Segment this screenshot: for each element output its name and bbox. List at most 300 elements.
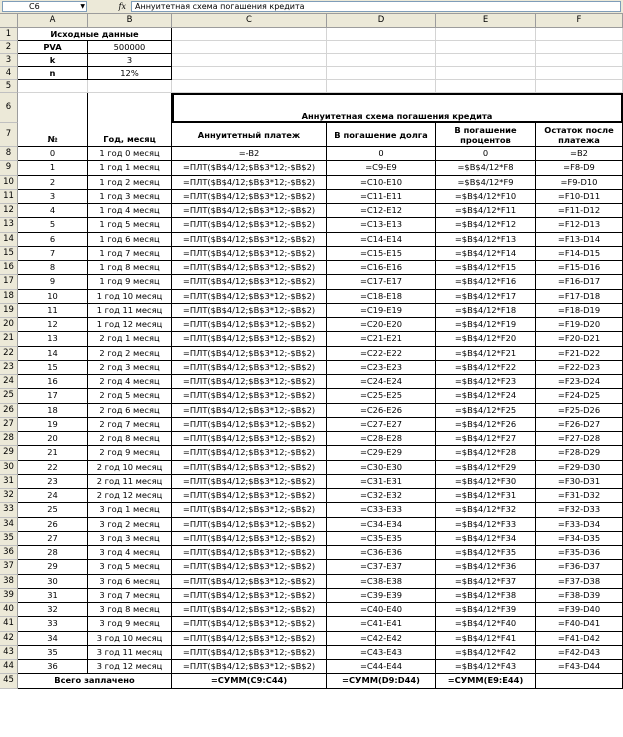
- row-header[interactable]: 5: [0, 80, 18, 93]
- cell-number[interactable]: 7: [18, 247, 88, 261]
- cell-payment-formula[interactable]: =ПЛТ($B$4/12;$B$3*12;-$B$2): [172, 432, 327, 446]
- cell-debt-formula[interactable]: =C19-E19: [327, 304, 436, 318]
- cell-payment-formula[interactable]: =ПЛТ($B$4/12;$B$3*12;-$B$2): [172, 575, 327, 589]
- cell-debt-formula[interactable]: =C38-E38: [327, 575, 436, 589]
- cell-number[interactable]: 4: [18, 204, 88, 218]
- row-header[interactable]: 43: [0, 646, 18, 660]
- cell[interactable]: [327, 41, 436, 54]
- name-box[interactable]: [2, 1, 87, 12]
- row-header[interactable]: 39: [0, 589, 18, 603]
- total-debt[interactable]: =СУММ(D9:D44): [327, 674, 436, 688]
- cell-debt-formula[interactable]: =C13-E13: [327, 218, 436, 232]
- cell-year-month[interactable]: 1 год 3 месяц: [88, 190, 172, 204]
- row0-debt[interactable]: 0: [327, 147, 436, 161]
- cell-debt-formula[interactable]: =C11-E11: [327, 190, 436, 204]
- cell[interactable]: [327, 67, 436, 80]
- cell-number[interactable]: 29: [18, 560, 88, 574]
- row-header[interactable]: 13: [0, 218, 18, 232]
- cell[interactable]: [327, 54, 436, 67]
- cell-balance-formula[interactable]: =F33-D34: [536, 518, 623, 532]
- cell-year-month[interactable]: 1 год 10 месяц: [88, 290, 172, 304]
- cell-payment-formula[interactable]: =ПЛТ($B$4/12;$B$3*12;-$B$2): [172, 546, 327, 560]
- cell-balance-formula[interactable]: =F9-D10: [536, 176, 623, 190]
- row-header[interactable]: 30: [0, 461, 18, 475]
- header-year-month[interactable]: Год, месяц: [88, 93, 172, 147]
- cell-interest-formula[interactable]: =$B$4/12*F28: [436, 446, 536, 460]
- cell-balance-formula[interactable]: =F37-D38: [536, 575, 623, 589]
- cell-interest-formula[interactable]: =$B$4/12*F35: [436, 546, 536, 560]
- cell-number[interactable]: 23: [18, 475, 88, 489]
- cell-year-month[interactable]: 2 год 4 месяц: [88, 375, 172, 389]
- row-header[interactable]: 36: [0, 546, 18, 560]
- cell-interest-formula[interactable]: =$B$4/12*F43: [436, 660, 536, 674]
- cell-number[interactable]: 20: [18, 432, 88, 446]
- cell-debt-formula[interactable]: =C21-E21: [327, 332, 436, 346]
- cell-year-month[interactable]: 2 год 11 месяц: [88, 475, 172, 489]
- row-header[interactable]: 40: [0, 603, 18, 617]
- cell-number[interactable]: 11: [18, 304, 88, 318]
- cell-payment-formula[interactable]: =ПЛТ($B$4/12;$B$3*12;-$B$2): [172, 176, 327, 190]
- cell[interactable]: [88, 80, 172, 93]
- cell-debt-formula[interactable]: =C18-E18: [327, 290, 436, 304]
- cell-payment-formula[interactable]: =ПЛТ($B$4/12;$B$3*12;-$B$2): [172, 603, 327, 617]
- cell-debt-formula[interactable]: =C35-E35: [327, 532, 436, 546]
- cell-year-month[interactable]: 1 год 1 месяц: [88, 161, 172, 175]
- row0-number[interactable]: 0: [18, 147, 88, 161]
- cell-balance-formula[interactable]: =F21-D22: [536, 347, 623, 361]
- cell-payment-formula[interactable]: =ПЛТ($B$4/12;$B$3*12;-$B$2): [172, 475, 327, 489]
- cell-balance-formula[interactable]: =F25-D26: [536, 404, 623, 418]
- cell-payment-formula[interactable]: =ПЛТ($B$4/12;$B$3*12;-$B$2): [172, 304, 327, 318]
- cell[interactable]: [536, 80, 623, 93]
- cell-interest-formula[interactable]: =$B$4/12*F29: [436, 461, 536, 475]
- cell-payment-formula[interactable]: =ПЛТ($B$4/12;$B$3*12;-$B$2): [172, 646, 327, 660]
- cell-balance-formula[interactable]: =F19-D20: [536, 318, 623, 332]
- cell-year-month[interactable]: 3 год 12 месяц: [88, 660, 172, 674]
- cell-interest-formula[interactable]: =$B$4/12*F42: [436, 646, 536, 660]
- cell-balance-formula[interactable]: =F42-D43: [536, 646, 623, 660]
- cell-balance-formula[interactable]: =F30-D31: [536, 475, 623, 489]
- cell-debt-formula[interactable]: =C17-E17: [327, 275, 436, 289]
- cell-year-month[interactable]: 3 год 8 месяц: [88, 603, 172, 617]
- cell-interest-formula[interactable]: =$B$4/12*F30: [436, 475, 536, 489]
- cell-balance-formula[interactable]: =F40-D41: [536, 617, 623, 631]
- header-payment[interactable]: Аннуитетный платеж: [172, 123, 327, 147]
- cell-number[interactable]: 18: [18, 404, 88, 418]
- cell-debt-formula[interactable]: =C42-E42: [327, 632, 436, 646]
- cell-payment-formula[interactable]: =ПЛТ($B$4/12;$B$3*12;-$B$2): [172, 361, 327, 375]
- cell[interactable]: [536, 67, 623, 80]
- cell-payment-formula[interactable]: =ПЛТ($B$4/12;$B$3*12;-$B$2): [172, 489, 327, 503]
- cell-balance-formula[interactable]: =F35-D36: [536, 546, 623, 560]
- cell-balance-formula[interactable]: =F23-D24: [536, 375, 623, 389]
- row-header[interactable]: 38: [0, 575, 18, 589]
- input-header[interactable]: Исходные данные: [18, 28, 172, 41]
- row-header[interactable]: 1: [0, 28, 18, 41]
- cell-year-month[interactable]: 1 год 9 месяц: [88, 275, 172, 289]
- cell-debt-formula[interactable]: =C22-E22: [327, 347, 436, 361]
- cell-payment-formula[interactable]: =ПЛТ($B$4/12;$B$3*12;-$B$2): [172, 404, 327, 418]
- cell[interactable]: [172, 41, 327, 54]
- cell-debt-formula[interactable]: =C14-E14: [327, 233, 436, 247]
- cell[interactable]: [436, 54, 536, 67]
- cell-debt-formula[interactable]: =C33-E33: [327, 503, 436, 517]
- cell-payment-formula[interactable]: =ПЛТ($B$4/12;$B$3*12;-$B$2): [172, 589, 327, 603]
- column-header-b[interactable]: B: [88, 14, 172, 28]
- row-header[interactable]: 37: [0, 560, 18, 574]
- cell-interest-formula[interactable]: =$B$4/12*F14: [436, 247, 536, 261]
- cell-payment-formula[interactable]: =ПЛТ($B$4/12;$B$3*12;-$B$2): [172, 503, 327, 517]
- cell-debt-formula[interactable]: =C28-E28: [327, 432, 436, 446]
- cell[interactable]: [436, 28, 536, 41]
- cell-number[interactable]: 2: [18, 176, 88, 190]
- cell-interest-formula[interactable]: =$B$4/12*F36: [436, 560, 536, 574]
- cell-balance-formula[interactable]: =F36-D37: [536, 560, 623, 574]
- cell[interactable]: [172, 67, 327, 80]
- row-header[interactable]: 34: [0, 518, 18, 532]
- row-header[interactable]: 45: [0, 674, 18, 688]
- row0-interest[interactable]: 0: [436, 147, 536, 161]
- row-header[interactable]: 18: [0, 290, 18, 304]
- row-header[interactable]: 24: [0, 375, 18, 389]
- cell-number[interactable]: 30: [18, 575, 88, 589]
- cell[interactable]: [536, 41, 623, 54]
- row-header[interactable]: 8: [0, 147, 18, 161]
- cell-payment-formula[interactable]: =ПЛТ($B$4/12;$B$3*12;-$B$2): [172, 318, 327, 332]
- row-header[interactable]: 29: [0, 446, 18, 460]
- cell-payment-formula[interactable]: =ПЛТ($B$4/12;$B$3*12;-$B$2): [172, 375, 327, 389]
- cell-year-month[interactable]: 3 год 7 месяц: [88, 589, 172, 603]
- cell-interest-formula[interactable]: =$B$4/12*F41: [436, 632, 536, 646]
- cell-interest-formula[interactable]: =$B$4/12*F32: [436, 503, 536, 517]
- cell-year-month[interactable]: 3 год 9 месяц: [88, 617, 172, 631]
- row-header[interactable]: 10: [0, 176, 18, 190]
- cell-debt-formula[interactable]: =C20-E20: [327, 318, 436, 332]
- cell-debt-formula[interactable]: =C31-E31: [327, 475, 436, 489]
- cell-payment-formula[interactable]: =ПЛТ($B$4/12;$B$3*12;-$B$2): [172, 161, 327, 175]
- cell-year-month[interactable]: 3 год 11 месяц: [88, 646, 172, 660]
- cell-payment-formula[interactable]: =ПЛТ($B$4/12;$B$3*12;-$B$2): [172, 261, 327, 275]
- cell-debt-formula[interactable]: =C16-E16: [327, 261, 436, 275]
- cell[interactable]: [436, 67, 536, 80]
- cell-debt-formula[interactable]: =C15-E15: [327, 247, 436, 261]
- cell-interest-formula[interactable]: =$B$4/12*F19: [436, 318, 536, 332]
- cell-number[interactable]: 25: [18, 503, 88, 517]
- row-header[interactable]: 9: [0, 161, 18, 175]
- cell-debt-formula[interactable]: =C43-E43: [327, 646, 436, 660]
- cell-number[interactable]: 3: [18, 190, 88, 204]
- row-header[interactable]: 20: [0, 318, 18, 332]
- cell-interest-formula[interactable]: =$B$4/12*F18: [436, 304, 536, 318]
- cell-balance-formula[interactable]: =F43-D44: [536, 660, 623, 674]
- cell-year-month[interactable]: 3 год 6 месяц: [88, 575, 172, 589]
- cell-payment-formula[interactable]: =ПЛТ($B$4/12;$B$3*12;-$B$2): [172, 461, 327, 475]
- cell-number[interactable]: 34: [18, 632, 88, 646]
- row-header[interactable]: 11: [0, 190, 18, 204]
- cell-balance-formula[interactable]: =F14-D15: [536, 247, 623, 261]
- cell-debt-formula[interactable]: =C37-E37: [327, 560, 436, 574]
- cell-debt-formula[interactable]: =C30-E30: [327, 461, 436, 475]
- cell-number[interactable]: 13: [18, 332, 88, 346]
- column-header-e[interactable]: E: [436, 14, 536, 28]
- row-header[interactable]: 3: [0, 54, 18, 67]
- input-value[interactable]: 3: [88, 54, 172, 67]
- row-header[interactable]: 17: [0, 275, 18, 289]
- insert-function-icon[interactable]: fx: [118, 2, 126, 11]
- cell-debt-formula[interactable]: =C9-E9: [327, 161, 436, 175]
- cell-interest-formula[interactable]: =$B$4/12*F31: [436, 489, 536, 503]
- cell-debt-formula[interactable]: =C27-E27: [327, 418, 436, 432]
- cell-balance-formula[interactable]: =F39-D40: [536, 603, 623, 617]
- row-header[interactable]: 44: [0, 660, 18, 674]
- cell-payment-formula[interactable]: =ПЛТ($B$4/12;$B$3*12;-$B$2): [172, 632, 327, 646]
- cell-interest-formula[interactable]: =$B$4/12*F15: [436, 261, 536, 275]
- cell-payment-formula[interactable]: =ПЛТ($B$4/12;$B$3*12;-$B$2): [172, 275, 327, 289]
- row-header[interactable]: 4: [0, 67, 18, 80]
- input-label[interactable]: k: [18, 54, 88, 67]
- cell-year-month[interactable]: 2 год 2 месяц: [88, 347, 172, 361]
- cell-interest-formula[interactable]: =$B$4/12*F26: [436, 418, 536, 432]
- cell-interest-formula[interactable]: =$B$4/12*F27: [436, 432, 536, 446]
- cell-year-month[interactable]: 3 год 1 месяц: [88, 503, 172, 517]
- chevron-down-icon[interactable]: ▼: [80, 3, 85, 10]
- cell-interest-formula[interactable]: =$B$4/12*F20: [436, 332, 536, 346]
- cell-debt-formula[interactable]: =C40-E40: [327, 603, 436, 617]
- cell-debt-formula[interactable]: =C12-E12: [327, 204, 436, 218]
- cell[interactable]: [536, 674, 623, 688]
- row-header[interactable]: 16: [0, 261, 18, 275]
- header-interest[interactable]: В погашение процентов: [436, 123, 536, 147]
- cell-number[interactable]: 22: [18, 461, 88, 475]
- total-interest[interactable]: =СУММ(E9:E44): [436, 674, 536, 688]
- cell-debt-formula[interactable]: =C32-E32: [327, 489, 436, 503]
- cell-year-month[interactable]: 3 год 2 месяц: [88, 518, 172, 532]
- cell[interactable]: [18, 80, 88, 93]
- cell-interest-formula[interactable]: =$B$4/12*F13: [436, 233, 536, 247]
- cell-interest-formula[interactable]: =$B$4/12*F23: [436, 375, 536, 389]
- row-header[interactable]: 7: [0, 123, 18, 147]
- header-debt[interactable]: В погашение долга: [327, 123, 436, 147]
- cell[interactable]: [172, 80, 327, 93]
- row-header[interactable]: 23: [0, 361, 18, 375]
- input-value[interactable]: 500000: [88, 41, 172, 54]
- cell-balance-formula[interactable]: =F27-D28: [536, 432, 623, 446]
- cell-debt-formula[interactable]: =C26-E26: [327, 404, 436, 418]
- cell-balance-formula[interactable]: =F20-D21: [536, 332, 623, 346]
- cell-payment-formula[interactable]: =ПЛТ($B$4/12;$B$3*12;-$B$2): [172, 233, 327, 247]
- cell-payment-formula[interactable]: =ПЛТ($B$4/12;$B$3*12;-$B$2): [172, 332, 327, 346]
- cell-payment-formula[interactable]: =ПЛТ($B$4/12;$B$3*12;-$B$2): [172, 389, 327, 403]
- cell-number[interactable]: 8: [18, 261, 88, 275]
- cell[interactable]: [536, 28, 623, 41]
- cell-year-month[interactable]: 2 год 10 месяц: [88, 461, 172, 475]
- cell-payment-formula[interactable]: =ПЛТ($B$4/12;$B$3*12;-$B$2): [172, 247, 327, 261]
- column-header-c[interactable]: C: [172, 14, 327, 28]
- cell[interactable]: [172, 28, 327, 41]
- cell-payment-formula[interactable]: =ПЛТ($B$4/12;$B$3*12;-$B$2): [172, 204, 327, 218]
- cell-payment-formula[interactable]: =ПЛТ($B$4/12;$B$3*12;-$B$2): [172, 347, 327, 361]
- cell-balance-formula[interactable]: =F32-D33: [536, 503, 623, 517]
- cell-debt-formula[interactable]: =C24-E24: [327, 375, 436, 389]
- row-header[interactable]: 21: [0, 332, 18, 346]
- cell-number[interactable]: 6: [18, 233, 88, 247]
- cell-debt-formula[interactable]: =C44-E44: [327, 660, 436, 674]
- cell-interest-formula[interactable]: =$B$4/12*F34: [436, 532, 536, 546]
- cell-number[interactable]: 5: [18, 218, 88, 232]
- cell-payment-formula[interactable]: =ПЛТ($B$4/12;$B$3*12;-$B$2): [172, 660, 327, 674]
- row-header[interactable]: 6: [0, 93, 18, 123]
- cell-balance-formula[interactable]: =F22-D23: [536, 361, 623, 375]
- cell-year-month[interactable]: 3 год 10 месяц: [88, 632, 172, 646]
- input-value[interactable]: 12%: [88, 67, 172, 80]
- input-label[interactable]: n: [18, 67, 88, 80]
- cell-interest-formula[interactable]: =$B$4/12*F21: [436, 347, 536, 361]
- row-header[interactable]: 15: [0, 247, 18, 261]
- cell-number[interactable]: 31: [18, 589, 88, 603]
- cell-interest-formula[interactable]: =$B$4/12*F11: [436, 204, 536, 218]
- cell-year-month[interactable]: 1 год 11 месяц: [88, 304, 172, 318]
- row-header[interactable]: 22: [0, 347, 18, 361]
- cell-number[interactable]: 12: [18, 318, 88, 332]
- cell-year-month[interactable]: 3 год 4 месяц: [88, 546, 172, 560]
- cell-number[interactable]: 16: [18, 375, 88, 389]
- cell[interactable]: [536, 54, 623, 67]
- total-payment[interactable]: =СУММ(C9:C44): [172, 674, 327, 688]
- cell[interactable]: [172, 54, 327, 67]
- row-header[interactable]: 25: [0, 389, 18, 403]
- cell-number[interactable]: 33: [18, 617, 88, 631]
- cell-number[interactable]: 32: [18, 603, 88, 617]
- header-balance[interactable]: Остаток после платежа: [536, 123, 623, 147]
- cell-year-month[interactable]: 3 год 5 месяц: [88, 560, 172, 574]
- row-header[interactable]: 31: [0, 475, 18, 489]
- cell-payment-formula[interactable]: =ПЛТ($B$4/12;$B$3*12;-$B$2): [172, 218, 327, 232]
- cell-balance-formula[interactable]: =F28-D29: [536, 446, 623, 460]
- cell-interest-formula[interactable]: =$B$4/12*F12: [436, 218, 536, 232]
- row-header[interactable]: 19: [0, 304, 18, 318]
- cell-year-month[interactable]: 1 год 12 месяц: [88, 318, 172, 332]
- cell-debt-formula[interactable]: =C36-E36: [327, 546, 436, 560]
- cell[interactable]: [327, 80, 436, 93]
- cell-balance-formula[interactable]: =F15-D16: [536, 261, 623, 275]
- column-header-a[interactable]: A: [18, 14, 88, 28]
- cell-interest-formula[interactable]: =$B$4/12*F17: [436, 290, 536, 304]
- cell-number[interactable]: 36: [18, 660, 88, 674]
- cell-year-month[interactable]: 2 год 5 месяц: [88, 389, 172, 403]
- cell-interest-formula[interactable]: =$B$4/12*F38: [436, 589, 536, 603]
- formula-input[interactable]: Аннуитетная схема погашения кредита: [131, 1, 621, 12]
- cell-year-month[interactable]: 2 год 8 месяц: [88, 432, 172, 446]
- cell-interest-formula[interactable]: =$B$4/12*F22: [436, 361, 536, 375]
- column-header-f[interactable]: F: [536, 14, 623, 28]
- row-header[interactable]: 28: [0, 432, 18, 446]
- cell-balance-formula[interactable]: =F31-D32: [536, 489, 623, 503]
- row0-year-month[interactable]: 1 год 0 месяц: [88, 147, 172, 161]
- cell-number[interactable]: 24: [18, 489, 88, 503]
- cell-balance-formula[interactable]: =F26-D27: [536, 418, 623, 432]
- cell-year-month[interactable]: 2 год 9 месяц: [88, 446, 172, 460]
- cell-balance-formula[interactable]: =F12-D13: [536, 218, 623, 232]
- cell-year-month[interactable]: 1 год 2 месяц: [88, 176, 172, 190]
- cell-balance-formula[interactable]: =F17-D18: [536, 290, 623, 304]
- cell-balance-formula[interactable]: =F8-D9: [536, 161, 623, 175]
- cell-number[interactable]: 19: [18, 418, 88, 432]
- cell-year-month[interactable]: 2 год 1 месяц: [88, 332, 172, 346]
- cell-interest-formula[interactable]: =$B$4/12*F16: [436, 275, 536, 289]
- cell-debt-formula[interactable]: =C29-E29: [327, 446, 436, 460]
- cell-debt-formula[interactable]: =C23-E23: [327, 361, 436, 375]
- cell-debt-formula[interactable]: =C10-E10: [327, 176, 436, 190]
- cell-year-month[interactable]: 1 год 6 месяц: [88, 233, 172, 247]
- cell-year-month[interactable]: 1 год 7 месяц: [88, 247, 172, 261]
- header-number[interactable]: №: [18, 93, 88, 147]
- select-all-corner[interactable]: [0, 14, 18, 28]
- cell-number[interactable]: 21: [18, 446, 88, 460]
- cell-year-month[interactable]: 1 год 4 месяц: [88, 204, 172, 218]
- row0-payment[interactable]: =-B2: [172, 147, 327, 161]
- cell-debt-formula[interactable]: =C39-E39: [327, 589, 436, 603]
- cell-payment-formula[interactable]: =ПЛТ($B$4/12;$B$3*12;-$B$2): [172, 290, 327, 304]
- cell-balance-formula[interactable]: =F10-D11: [536, 190, 623, 204]
- row-header[interactable]: 14: [0, 233, 18, 247]
- row-header[interactable]: 42: [0, 632, 18, 646]
- column-header-d[interactable]: D: [327, 14, 436, 28]
- row-header[interactable]: 33: [0, 503, 18, 517]
- row-header[interactable]: 2: [0, 41, 18, 54]
- cell-number[interactable]: 27: [18, 532, 88, 546]
- cell-interest-formula[interactable]: =$B$4/12*F8: [436, 161, 536, 175]
- cell-interest-formula[interactable]: =$B$4/12*F10: [436, 190, 536, 204]
- row-header[interactable]: 12: [0, 204, 18, 218]
- row-header[interactable]: 35: [0, 532, 18, 546]
- cell-number[interactable]: 14: [18, 347, 88, 361]
- row-header[interactable]: 27: [0, 418, 18, 432]
- cell-year-month[interactable]: 1 год 8 месяц: [88, 261, 172, 275]
- cell-interest-formula[interactable]: =$B$4/12*F37: [436, 575, 536, 589]
- cell-interest-formula[interactable]: =$B$4/12*F25: [436, 404, 536, 418]
- cell-year-month[interactable]: 2 год 7 месяц: [88, 418, 172, 432]
- cell-year-month[interactable]: 1 год 5 месяц: [88, 218, 172, 232]
- row-header[interactable]: 26: [0, 404, 18, 418]
- cell[interactable]: [436, 41, 536, 54]
- cell-debt-formula[interactable]: =C41-E41: [327, 617, 436, 631]
- cell-number[interactable]: 9: [18, 275, 88, 289]
- cell-balance-formula[interactable]: =F11-D12: [536, 204, 623, 218]
- cell-year-month[interactable]: 3 год 3 месяц: [88, 532, 172, 546]
- cell-payment-formula[interactable]: =ПЛТ($B$4/12;$B$3*12;-$B$2): [172, 446, 327, 460]
- cell-year-month[interactable]: 2 год 3 месяц: [88, 361, 172, 375]
- cell-payment-formula[interactable]: =ПЛТ($B$4/12;$B$3*12;-$B$2): [172, 418, 327, 432]
- cell-balance-formula[interactable]: =F13-D14: [536, 233, 623, 247]
- cell-interest-formula[interactable]: =$B$4/12*F9: [436, 176, 536, 190]
- cell-payment-formula[interactable]: =ПЛТ($B$4/12;$B$3*12;-$B$2): [172, 190, 327, 204]
- cell-debt-formula[interactable]: =C25-E25: [327, 389, 436, 403]
- cell-interest-formula[interactable]: =$B$4/12*F40: [436, 617, 536, 631]
- cell-balance-formula[interactable]: =F38-D39: [536, 589, 623, 603]
- cell-number[interactable]: 1: [18, 161, 88, 175]
- row0-balance[interactable]: =B2: [536, 147, 623, 161]
- cell-number[interactable]: 35: [18, 646, 88, 660]
- cell-balance-formula[interactable]: =F16-D17: [536, 275, 623, 289]
- cell-number[interactable]: 10: [18, 290, 88, 304]
- cell-payment-formula[interactable]: =ПЛТ($B$4/12;$B$3*12;-$B$2): [172, 617, 327, 631]
- cell-balance-formula[interactable]: =F24-D25: [536, 389, 623, 403]
- cell-payment-formula[interactable]: =ПЛТ($B$4/12;$B$3*12;-$B$2): [172, 560, 327, 574]
- cell-number[interactable]: 17: [18, 389, 88, 403]
- cell[interactable]: [436, 80, 536, 93]
- cell-balance-formula[interactable]: =F41-D42: [536, 632, 623, 646]
- cell-number[interactable]: 26: [18, 518, 88, 532]
